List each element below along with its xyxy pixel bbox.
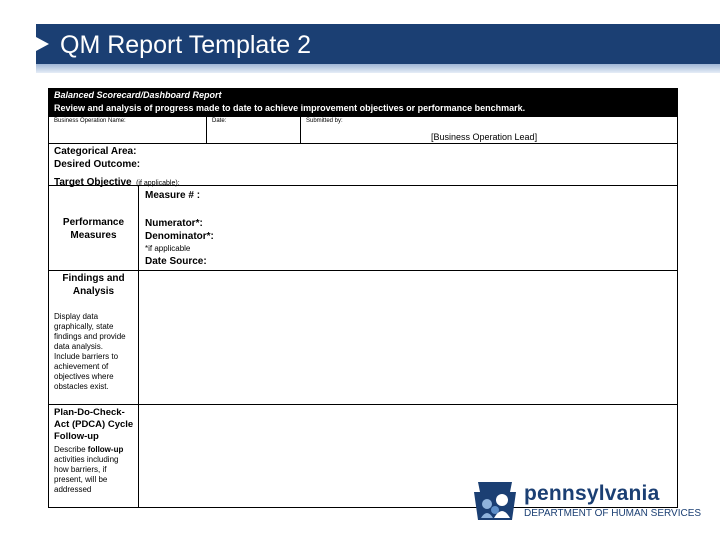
- date-source-label: Date Source:: [145, 256, 207, 267]
- title-underline: [36, 64, 720, 73]
- findings-content-cell[interactable]: [138, 270, 678, 405]
- findings-desc-line: findings and provide: [54, 332, 126, 341]
- date-label: Date:: [212, 118, 227, 124]
- business-operation-label: Business Operation Name:: [54, 118, 126, 124]
- department-name: DEPARTMENT OF HUMAN SERVICES: [524, 508, 702, 519]
- report-header-title: Balanced Scorecard/Dashboard Report: [54, 90, 222, 100]
- measure-number-label: Measure # :: [145, 190, 201, 201]
- findings-cell: [48, 270, 139, 405]
- pdca-desc-line: how barriers, if: [54, 465, 107, 474]
- findings-desc-line: data analysis.: [54, 342, 103, 351]
- report-header: [48, 88, 678, 116]
- report-form: [48, 88, 678, 508]
- findings-label-1: Findings and: [62, 273, 125, 284]
- pdca-desc-line: addressed: [54, 485, 92, 494]
- pdca-desc-line: [54, 445, 123, 454]
- pennsylvania-wordmark: pennsylvania: [524, 482, 660, 505]
- findings-desc-line: objectives where: [54, 372, 114, 381]
- pa-dhs-logo: [472, 478, 702, 524]
- keystone-icon: [472, 480, 518, 522]
- pdca-desc-line: activities including: [54, 455, 119, 464]
- submitted-by-cell[interactable]: [300, 116, 678, 144]
- findings-label-2: Analysis: [72, 286, 115, 297]
- measure-details-cell[interactable]: [138, 185, 678, 271]
- numerator-label: Numerator*:: [145, 218, 203, 229]
- performance-measures-cell: [48, 185, 139, 271]
- pdca-desc-line: present, will be: [54, 475, 108, 484]
- pdca-label-3: Follow-up: [54, 431, 99, 442]
- report-header-subtitle: Review and analysis of progress made to date to achieve improvement objectives or performance benchmark.: [54, 103, 526, 113]
- slide-title: QM Report Template 2: [60, 31, 312, 59]
- categorical-area-label: Categorical Area:: [54, 146, 137, 157]
- findings-desc-line: graphically, state: [54, 322, 114, 331]
- performance-label: Performance: [62, 217, 125, 228]
- pdca-label-1: Plan-Do-Check-: [54, 407, 125, 418]
- pdca-cell: [48, 404, 139, 508]
- categorical-area-cell[interactable]: [48, 143, 678, 186]
- denominator-label: Denominator*:: [145, 231, 214, 242]
- target-objective-text: Target Objective: [54, 177, 132, 188]
- findings-desc-line: obstacles exist.: [54, 382, 109, 391]
- if-applicable-note: *if applicable: [145, 244, 191, 253]
- business-operation-lead: [Business Operation Lead]: [431, 132, 538, 142]
- pdca-desc-lead: Describe: [54, 445, 88, 454]
- findings-desc-line: Display data: [54, 312, 99, 321]
- pdca-desc-emphasis: follow-up: [87, 445, 124, 454]
- business-operation-cell[interactable]: [48, 116, 207, 144]
- pdca-label-2: Act (PDCA) Cycle: [54, 419, 134, 430]
- measures-label: Measures: [70, 230, 117, 241]
- submitted-by-label: Submitted by:: [306, 118, 343, 124]
- title-arrow-icon: [36, 37, 49, 51]
- if-applicable-paren: (if applicable):: [136, 180, 180, 187]
- findings-desc-line: Include barriers to: [54, 352, 119, 361]
- date-cell[interactable]: [206, 116, 301, 144]
- desired-outcome-label: Desired Outcome:: [54, 159, 141, 170]
- findings-desc-line: achievement of: [54, 362, 109, 371]
